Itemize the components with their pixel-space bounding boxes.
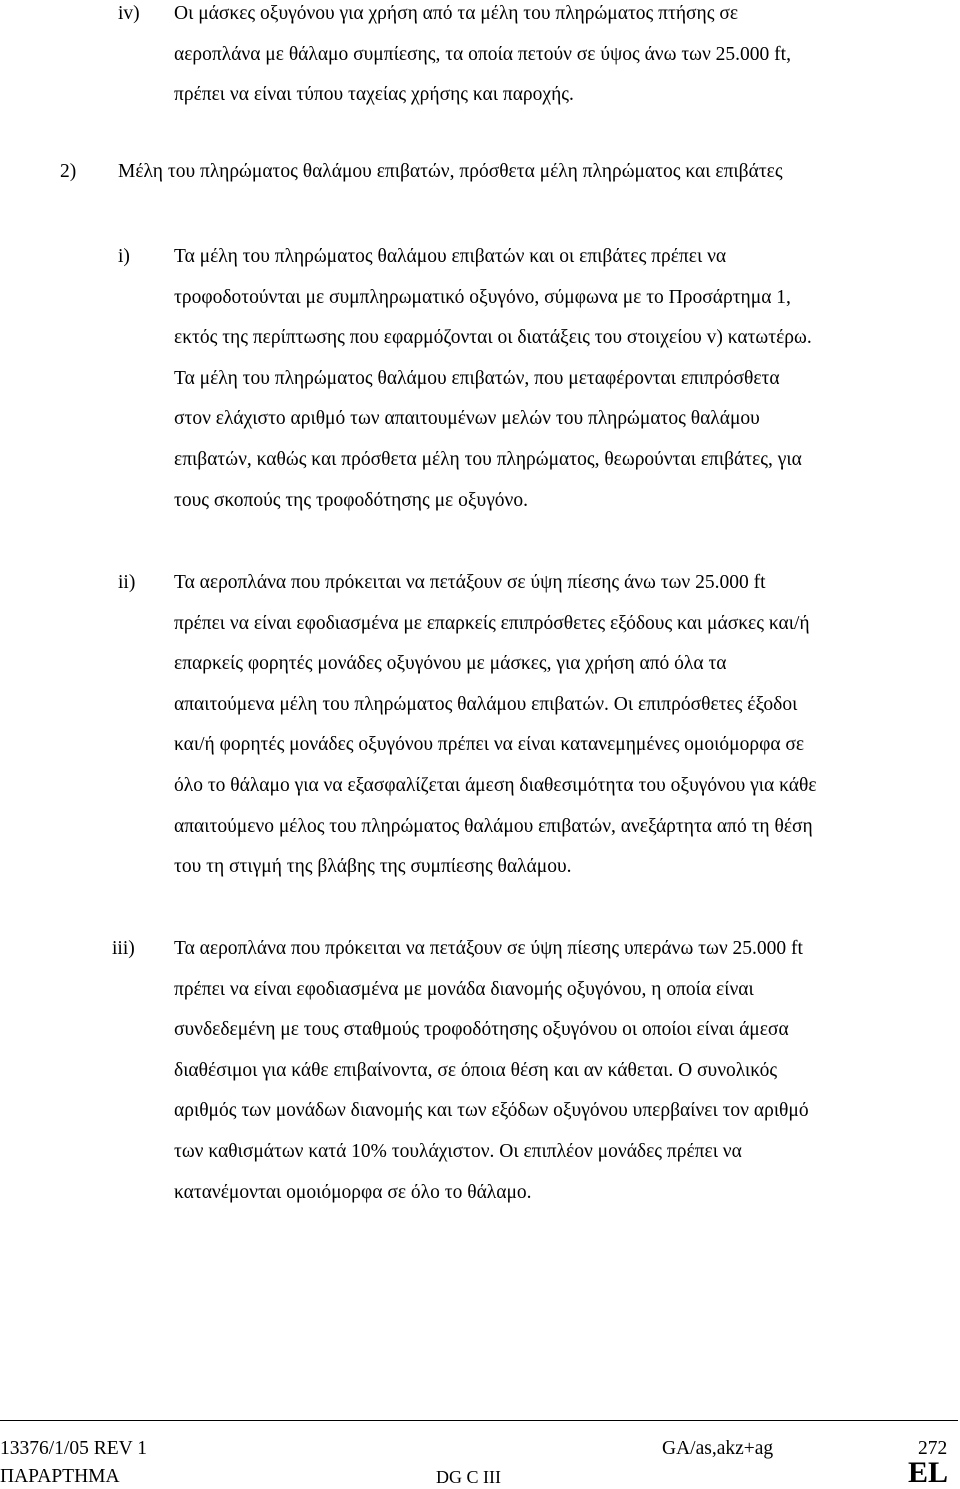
- footer-language: EL: [908, 1456, 949, 1489]
- text-line: Τα αεροπλάνα που πρόκειται να πετάξουν σε ύψη πίεσης άνω των 25.000 ft: [174, 572, 766, 593]
- text-line: τους σκοπούς της τροφοδότησης με οξυγόνο.: [174, 489, 528, 511]
- item-text: [174, 929, 960, 1213]
- text-line: συνδεδεμένη με τους σταθμούς τροφοδότησης οξυγόνου οι οποίοι είναι άμεσα: [174, 1019, 789, 1041]
- text-line: εκτός της περίπτωσης που εφαρμόζονται οι διατάξεις του στοιχείου v) κατωτέρω.: [174, 327, 812, 349]
- text-line: επιβατών, καθώς και πρόσθετα μέλη του πληρώματος, θεωρούνται επιβάτες, για: [174, 448, 802, 470]
- footer-annex: ΠΑΡΑΡΤΗΜΑ: [0, 1466, 120, 1487]
- footer-dg: DG C III: [436, 1467, 501, 1487]
- section-number: 2): [60, 161, 77, 182]
- text-line: κατανέμονται ομοιόμορφα σε όλο το θάλαμο.: [174, 1181, 532, 1203]
- item-number: iii): [112, 938, 135, 959]
- text-line: τροφοδοτούνται με συμπληρωματικό οξυγόνο, σύμφωνα με το Προσάρτημα 1,: [174, 286, 791, 308]
- footer-initials: GA/as,akz+ag: [662, 1438, 774, 1459]
- text-line: απαιτούμενο μέλος του πληρώματος θαλάμου επιβατών, ανεξάρτητα από τη θέση: [174, 815, 813, 837]
- footer-doc-ref: 13376/1/05 REV 1: [0, 1438, 147, 1459]
- text-line: αριθμός των μονάδων διανομής και των εξόδων οξυγόνου υπερβαίνει τον αριθμό: [174, 1100, 809, 1122]
- text-line: των καθισμάτων κατά 10% τουλάχιστον. Οι επιπλέον μονάδες πρέπει να: [174, 1140, 742, 1162]
- text-line: Οι μάσκες οξυγόνου για χρήση από τα μέλη του πληρώματος πτήσης σε: [174, 3, 739, 24]
- item-text: [174, 237, 960, 521]
- text-line: Τα μέλη του πληρώματος θαλάμου επιβατών, που μεταφέρονται επιπρόσθετα: [174, 367, 780, 389]
- text-line: όλο το θάλαμο για να εξασφαλίζεται άμεση διαθεσιμότητα του οξυγόνου για κάθε: [174, 774, 817, 796]
- item-number: i): [118, 246, 130, 267]
- text-line: απαιτούμενα μέλη του πληρώματος θαλάμου επιβατών. Οι επιπρόσθετες έξοδοι: [174, 693, 798, 715]
- item-text: [174, 0, 960, 116]
- text-line: του τη στιγμή της βλάβης της συμπίεσης θαλάμου.: [174, 856, 572, 878]
- item-text: [174, 563, 960, 888]
- text-line: πρέπει να είναι εφοδιασμένα με επαρκείς επιπρόσθετες εξόδους και μάσκες και/ή: [174, 612, 810, 634]
- item-number: ii): [118, 572, 136, 593]
- text-line: πρέπει να είναι τύπου ταχείας χρήσης και παροχής.: [174, 84, 574, 106]
- text-line: επαρκείς φορητές μονάδες οξυγόνου με μάσκες, για χρήση από όλα τα: [174, 653, 727, 675]
- text-line: Τα μέλη του πληρώματος θαλάμου επιβατών και οι επιβάτες πρέπει να: [174, 246, 727, 267]
- text-line: Τα αεροπλάνα που πρόκειται να πετάξουν σε ύψη πίεσης υπεράνω των 25.000 ft: [174, 938, 803, 959]
- section-title: Μέλη του πληρώματος θαλάμου επιβατών, πρόσθετα μέλη πληρώματος και επιβάτες: [118, 161, 783, 182]
- footer-page-number: 272: [918, 1438, 948, 1459]
- text-line: αεροπλάνα με θάλαμο συμπίεσης, τα οποία πετούν σε ύψος άνω των 25.000 ft,: [174, 43, 791, 65]
- text-line: και/ή φορητές μονάδες οξυγόνου πρέπει να είναι κατανεμημένες ομοιόμορφα σε: [174, 734, 805, 756]
- text-line: διαθέσιμοι για κάθε επιβαίνοντα, σε όποια θέση και αν κάθεται. Ο συνολικός: [174, 1059, 778, 1081]
- item-number: iv): [118, 3, 140, 24]
- footer-divider: [0, 1420, 958, 1421]
- text-line: πρέπει να είναι εφοδιασμένα με μονάδα διανομής οξυγόνου, η οποία είναι: [174, 978, 754, 1000]
- text-line: στον ελάχιστο αριθμό των απαιτουμένων μελών του πληρώματος θαλάμου: [174, 408, 760, 430]
